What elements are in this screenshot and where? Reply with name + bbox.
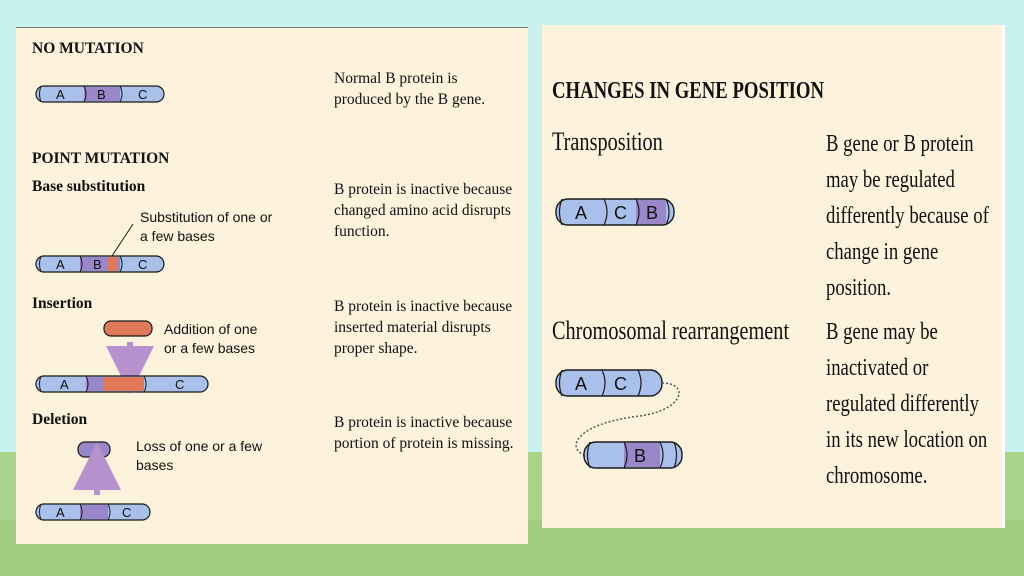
insertion-chromosome [36, 376, 208, 392]
substitution-annotation: Substitution of one or a few bases [140, 209, 273, 244]
point-mutation-title: POINT MUTATION [32, 150, 170, 167]
rearrangement-description: B gene may be inactivated or regulated differently in its new location on chromosome. [826, 319, 988, 489]
deletion-description: B protein is inactive because portion of protein is missing. [334, 414, 514, 452]
gene-label: C [138, 87, 148, 102]
gene-label: B [97, 87, 106, 102]
transposition-description: B gene or B protein may be regulated differently because of change in gene position. [826, 131, 989, 301]
gene-label: C [614, 374, 627, 394]
gene-label: A [575, 374, 588, 394]
gene-label: A [56, 87, 65, 102]
deletion-chromosome [36, 504, 150, 520]
gene-position-title: CHANGES IN GENE POSITION [552, 78, 825, 104]
transposition-chromosome [556, 199, 674, 225]
deletion-annotation: Loss of one or a few bases [136, 438, 263, 473]
insertion-title: Insertion [32, 295, 93, 312]
gene-label: A [60, 377, 69, 392]
rearranged-chromosome-top [556, 370, 662, 396]
gene-label: A [56, 257, 65, 272]
no-mutation-title: NO MUTATION [32, 40, 144, 57]
gene-label: B [93, 257, 102, 272]
no-mutation-description: Normal B protein is produced by the B gene. [334, 70, 486, 108]
gene-label: B [634, 446, 647, 466]
gene-label: A [575, 203, 588, 223]
base-substitution-title: Base substitution [32, 178, 146, 195]
insertion-description: B protein is inactive because inserted material disrupts proper shape. [334, 298, 513, 357]
insertion-annotation: Addition of one or a few bases [164, 321, 258, 356]
rearranged-chromosome-bottom [584, 442, 682, 468]
no-mutation-chromosome [36, 86, 164, 102]
deletion-fragment [78, 442, 110, 457]
gene-label: C [122, 505, 132, 520]
rearrangement-title: Chromosomal rearrangement [552, 316, 790, 345]
gene-label: B [646, 203, 659, 223]
base-substitution-description: B protein is inactive because changed amino acid disrupts function. [334, 181, 513, 240]
gene-label: C [138, 257, 148, 272]
deletion-title: Deletion [32, 411, 88, 428]
transposition-title: Transposition [552, 127, 663, 156]
substitution-chromosome [36, 224, 164, 272]
insertion-fragment [104, 321, 152, 336]
gene-label: C [614, 203, 627, 223]
gene-label: A [56, 505, 65, 520]
gene-label: C [175, 377, 185, 392]
